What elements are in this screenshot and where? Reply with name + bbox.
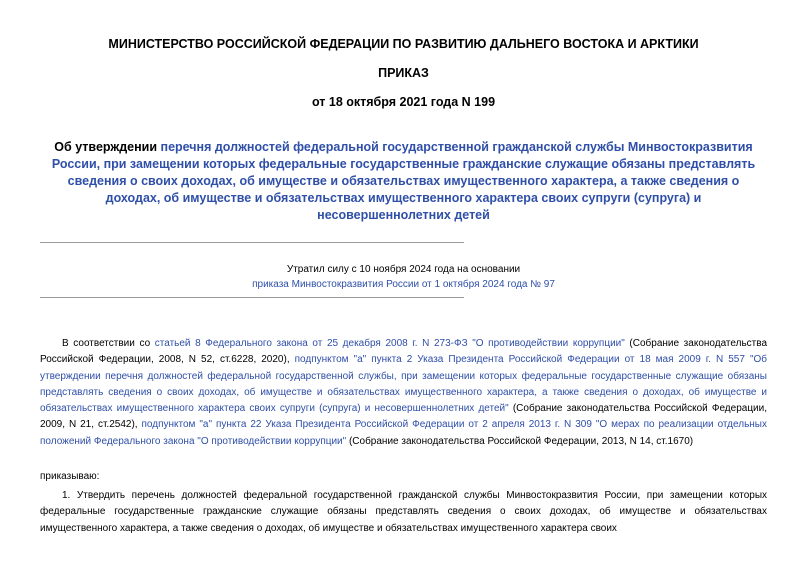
divider-top: [40, 242, 464, 243]
document-type-heading: ПРИКАЗ: [378, 66, 429, 80]
decree-557-link[interactable]: подпунктом "а" пункта 2 Указа Президента Российской Федерации от 18 мая 2009 г. N 557 "Об утверждении перечня должностей федеральной государственной службы, при замещении которых федеральные государственные служащие обязаны представлять сведения о своих доходах, об имуществе и обязательствах имущественного характера, а также сведения о доходах, об имуществе и обязательствах имущественного характера своих супруги (супруга) и несовершеннолетних детей": [40, 354, 767, 415]
ministry-heading: МИНИСТЕРСТВО РОССИЙСКОЙ ФЕДЕРАЦИИ ПО РАЗВИТИЮ ДАЛЬНЕГО ВОСТОКА И АРКТИКИ: [108, 37, 699, 51]
preamble-paragraph: [40, 336, 767, 450]
preamble-text-3: (Собрание законодательства Российской Федерации, 2009, N 21, ст.2542),: [40, 403, 768, 431]
order-item-1-text: 1. Утвердить перечень должностей федеральной государственной гражданской службы Минвостокразвития России, при замещении которых федеральные государственные гражданские служащие обязаны представлять сведения о своих доходах, об имуществе и обязательствах имущественного характера, а также сведения о доходах, об имуществе и обязательствах имущественного характера своих: [40, 490, 767, 534]
lost-force-text: Утратил силу с 10 ноября 2024 года на основании: [286, 264, 521, 275]
document-title: [40, 139, 767, 224]
document-date-number: от 18 октября 2021 года N 199: [311, 95, 496, 109]
divider-bottom: [40, 297, 464, 298]
order-word: приказываю:: [40, 471, 100, 482]
preamble-text-1: В соответствии со: [62, 338, 155, 349]
preamble-text-4: (Собрание законодательства Российской Федерации, 2013, N 14, ст.1670): [346, 435, 694, 447]
lost-force-notice: [0, 262, 807, 292]
preamble-text-2: (Собрание законодательства Российской Федерации, 2008, N 52, ст.6228, 2020),: [40, 338, 768, 366]
order-item-1: [40, 488, 767, 537]
title-link[interactable]: перечня должностей федеральной государственной гражданской службы Минвостокразвития России, при замещении которых федеральные государственные гражданские служащие обязаны представлять сведения о своих доходах, об имуществе и обязательствах имущественного характера, а также сведения о доходах, об имуществе и обязательствах имущественного характера своих супруги (супруга) и несовершеннолетних детей: [51, 140, 756, 222]
law-273-link[interactable]: статьей 8 Федерального закона от 25 декабря 2008 г. N 273-ФЗ "О противодействии коррупции": [154, 338, 625, 349]
decree-309-link[interactable]: подпунктом "а" пункта 22 Указа Президента Российской Федерации от 2 апреля 2013 г. N 309 "О мерах по реализации отдельных положений Федерального закона "О противодействии коррупции": [40, 419, 767, 447]
basis-order-link[interactable]: приказа Минвостокразвития России от 1 октября 2024 года № 97: [252, 279, 555, 290]
title-prefix: Об утверждении: [54, 140, 161, 154]
